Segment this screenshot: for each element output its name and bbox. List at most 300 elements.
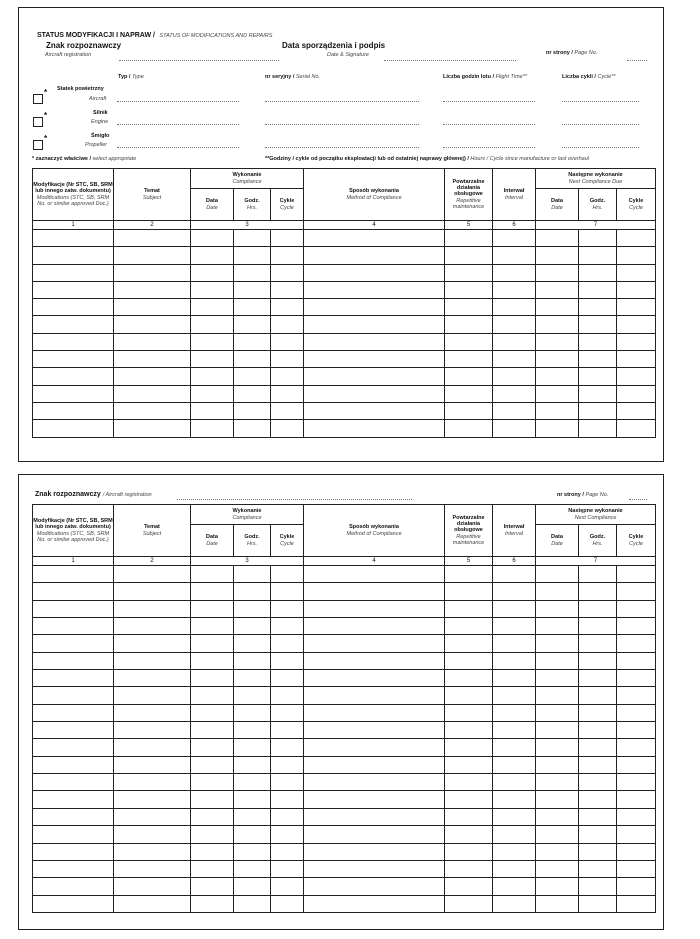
table-cell[interactable]	[617, 670, 656, 687]
table-cell[interactable]	[445, 808, 493, 825]
table-cell[interactable]	[271, 281, 304, 298]
table-cell[interactable]	[536, 808, 579, 825]
table-cell[interactable]	[493, 878, 536, 895]
table-cell[interactable]	[191, 351, 234, 368]
table-cell[interactable]	[191, 843, 234, 860]
table-cell[interactable]	[304, 878, 445, 895]
table-cell[interactable]	[271, 351, 304, 368]
table-cell[interactable]	[536, 402, 579, 419]
table-cell[interactable]	[617, 756, 656, 773]
table-cell[interactable]	[33, 704, 114, 721]
table-cell[interactable]	[33, 774, 114, 791]
table-cell[interactable]	[304, 618, 445, 635]
table-cell[interactable]	[33, 230, 114, 247]
table-cell[interactable]	[234, 808, 271, 825]
table-cell[interactable]	[33, 652, 114, 669]
table-cell[interactable]	[271, 687, 304, 704]
page-no-field[interactable]	[629, 499, 647, 500]
table-cell[interactable]	[271, 420, 304, 437]
table-cell[interactable]	[445, 368, 493, 385]
table-cell[interactable]	[579, 774, 617, 791]
table-cell[interactable]	[445, 583, 493, 600]
table-cell[interactable]	[114, 566, 191, 583]
table-cell[interactable]	[191, 402, 234, 419]
table-cell[interactable]	[271, 722, 304, 739]
table-cell[interactable]	[579, 600, 617, 617]
table-cell[interactable]	[579, 791, 617, 808]
table-cell[interactable]	[445, 791, 493, 808]
table-cell[interactable]	[493, 351, 536, 368]
table-cell[interactable]	[271, 860, 304, 877]
propeller-checkbox[interactable]	[33, 140, 43, 150]
table-cell[interactable]	[536, 635, 579, 652]
aircraft-hours-field[interactable]	[443, 101, 535, 102]
table-cell[interactable]	[271, 652, 304, 669]
table-cell[interactable]	[445, 652, 493, 669]
table-cell[interactable]	[493, 722, 536, 739]
table-cell[interactable]	[234, 583, 271, 600]
table-cell[interactable]	[271, 600, 304, 617]
table-cell[interactable]	[445, 843, 493, 860]
table-cell[interactable]	[234, 281, 271, 298]
propeller-hours-field[interactable]	[443, 147, 535, 148]
table-cell[interactable]	[493, 670, 536, 687]
table-cell[interactable]	[617, 895, 656, 912]
registration-field[interactable]	[119, 60, 279, 61]
table-cell[interactable]	[234, 566, 271, 583]
table-cell[interactable]	[33, 670, 114, 687]
table-cell[interactable]	[114, 583, 191, 600]
table-cell[interactable]	[579, 299, 617, 316]
table-cell[interactable]	[33, 264, 114, 281]
table-cell[interactable]	[33, 808, 114, 825]
table-cell[interactable]	[445, 402, 493, 419]
table-cell[interactable]	[234, 618, 271, 635]
table-cell[interactable]	[536, 895, 579, 912]
engine-cycles-field[interactable]	[562, 124, 639, 125]
table-cell[interactable]	[579, 368, 617, 385]
table-cell[interactable]	[445, 351, 493, 368]
table-cell[interactable]	[304, 351, 445, 368]
table-cell[interactable]	[114, 333, 191, 350]
table-cell[interactable]	[536, 566, 579, 583]
table-cell[interactable]	[271, 230, 304, 247]
table-cell[interactable]	[191, 739, 234, 756]
table-cell[interactable]	[617, 368, 656, 385]
table-cell[interactable]	[304, 756, 445, 773]
table-cell[interactable]	[114, 385, 191, 402]
table-cell[interactable]	[114, 895, 191, 912]
table-cell[interactable]	[579, 583, 617, 600]
table-cell[interactable]	[579, 722, 617, 739]
table-cell[interactable]	[33, 618, 114, 635]
table-cell[interactable]	[579, 618, 617, 635]
table-cell[interactable]	[271, 826, 304, 843]
table-cell[interactable]	[304, 600, 445, 617]
table-cell[interactable]	[114, 670, 191, 687]
table-cell[interactable]	[234, 774, 271, 791]
table-cell[interactable]	[493, 583, 536, 600]
table-cell[interactable]	[445, 316, 493, 333]
table-cell[interactable]	[271, 618, 304, 635]
table-cell[interactable]	[114, 843, 191, 860]
table-cell[interactable]	[33, 791, 114, 808]
table-cell[interactable]	[191, 247, 234, 264]
table-cell[interactable]	[445, 722, 493, 739]
table-cell[interactable]	[191, 566, 234, 583]
table-cell[interactable]	[493, 368, 536, 385]
table-cell[interactable]	[617, 652, 656, 669]
table-cell[interactable]	[617, 247, 656, 264]
table-cell[interactable]	[579, 670, 617, 687]
table-cell[interactable]	[114, 652, 191, 669]
table-cell[interactable]	[114, 635, 191, 652]
table-cell[interactable]	[234, 895, 271, 912]
table-cell[interactable]	[33, 600, 114, 617]
table-cell[interactable]	[493, 895, 536, 912]
table-cell[interactable]	[271, 385, 304, 402]
table-cell[interactable]	[493, 739, 536, 756]
table-cell[interactable]	[445, 860, 493, 877]
table-cell[interactable]	[579, 264, 617, 281]
table-cell[interactable]	[617, 791, 656, 808]
table-cell[interactable]	[445, 566, 493, 583]
table-cell[interactable]	[579, 230, 617, 247]
table-cell[interactable]	[617, 402, 656, 419]
engine-type-field[interactable]	[117, 124, 239, 125]
table-cell[interactable]	[271, 402, 304, 419]
table-cell[interactable]	[304, 385, 445, 402]
engine-checkbox[interactable]	[33, 117, 43, 127]
table-cell[interactable]	[493, 652, 536, 669]
table-cell[interactable]	[191, 687, 234, 704]
table-cell[interactable]	[234, 402, 271, 419]
table-cell[interactable]	[617, 808, 656, 825]
table-cell[interactable]	[445, 670, 493, 687]
table-cell[interactable]	[617, 618, 656, 635]
table-cell[interactable]	[304, 333, 445, 350]
table-cell[interactable]	[33, 566, 114, 583]
table-cell[interactable]	[114, 368, 191, 385]
table-cell[interactable]	[114, 299, 191, 316]
table-cell[interactable]	[304, 791, 445, 808]
table-cell[interactable]	[617, 281, 656, 298]
table-cell[interactable]	[536, 756, 579, 773]
table-cell[interactable]	[536, 316, 579, 333]
table-cell[interactable]	[114, 316, 191, 333]
table-cell[interactable]	[536, 860, 579, 877]
table-cell[interactable]	[445, 878, 493, 895]
table-cell[interactable]	[114, 247, 191, 264]
table-cell[interactable]	[33, 351, 114, 368]
table-cell[interactable]	[579, 635, 617, 652]
table-cell[interactable]	[617, 385, 656, 402]
table-cell[interactable]	[493, 247, 536, 264]
table-cell[interactable]	[493, 420, 536, 437]
table-cell[interactable]	[33, 687, 114, 704]
table-cell[interactable]	[617, 843, 656, 860]
table-cell[interactable]	[114, 281, 191, 298]
table-cell[interactable]	[33, 895, 114, 912]
table-cell[interactable]	[304, 652, 445, 669]
table-cell[interactable]	[304, 808, 445, 825]
table-cell[interactable]	[493, 618, 536, 635]
table-cell[interactable]	[234, 351, 271, 368]
table-cell[interactable]	[234, 843, 271, 860]
propeller-cycles-field[interactable]	[562, 147, 639, 148]
table-cell[interactable]	[579, 281, 617, 298]
table-cell[interactable]	[234, 333, 271, 350]
aircraft-type-field[interactable]	[117, 101, 239, 102]
table-cell[interactable]	[271, 299, 304, 316]
table-cell[interactable]	[617, 230, 656, 247]
table-cell[interactable]	[579, 420, 617, 437]
table-cell[interactable]	[271, 704, 304, 721]
table-cell[interactable]	[445, 333, 493, 350]
table-cell[interactable]	[445, 687, 493, 704]
propeller-type-field[interactable]	[117, 147, 239, 148]
table-cell[interactable]	[191, 791, 234, 808]
table-cell[interactable]	[271, 566, 304, 583]
table-cell[interactable]	[536, 281, 579, 298]
table-cell[interactable]	[234, 368, 271, 385]
table-cell[interactable]	[617, 316, 656, 333]
table-cell[interactable]	[536, 351, 579, 368]
table-cell[interactable]	[234, 878, 271, 895]
table-cell[interactable]	[304, 670, 445, 687]
table-cell[interactable]	[191, 281, 234, 298]
table-cell[interactable]	[536, 368, 579, 385]
table-cell[interactable]	[445, 281, 493, 298]
table-cell[interactable]	[579, 566, 617, 583]
table-cell[interactable]	[493, 600, 536, 617]
table-cell[interactable]	[579, 385, 617, 402]
table-cell[interactable]	[493, 756, 536, 773]
table-cell[interactable]	[445, 895, 493, 912]
table-cell[interactable]	[114, 808, 191, 825]
table-cell[interactable]	[114, 739, 191, 756]
table-cell[interactable]	[579, 704, 617, 721]
table-cell[interactable]	[536, 774, 579, 791]
table-cell[interactable]	[191, 230, 234, 247]
table-cell[interactable]	[234, 687, 271, 704]
table-cell[interactable]	[536, 687, 579, 704]
table-cell[interactable]	[304, 583, 445, 600]
table-cell[interactable]	[191, 826, 234, 843]
table-cell[interactable]	[304, 687, 445, 704]
table-cell[interactable]	[536, 264, 579, 281]
table-cell[interactable]	[114, 230, 191, 247]
table-cell[interactable]	[191, 618, 234, 635]
table-cell[interactable]	[234, 791, 271, 808]
table-cell[interactable]	[304, 843, 445, 860]
table-cell[interactable]	[191, 878, 234, 895]
table-cell[interactable]	[579, 247, 617, 264]
table-cell[interactable]	[579, 826, 617, 843]
table-cell[interactable]	[304, 774, 445, 791]
table-cell[interactable]	[536, 652, 579, 669]
engine-serial-field[interactable]	[265, 124, 419, 125]
table-cell[interactable]	[114, 402, 191, 419]
table-cell[interactable]	[445, 299, 493, 316]
aircraft-checkbox[interactable]	[33, 94, 43, 104]
table-cell[interactable]	[33, 583, 114, 600]
table-cell[interactable]	[271, 808, 304, 825]
table-cell[interactable]	[304, 739, 445, 756]
table-cell[interactable]	[114, 600, 191, 617]
table-cell[interactable]	[304, 230, 445, 247]
table-cell[interactable]	[234, 704, 271, 721]
table-cell[interactable]	[304, 316, 445, 333]
table-cell[interactable]	[536, 722, 579, 739]
table-cell[interactable]	[579, 652, 617, 669]
table-cell[interactable]	[304, 402, 445, 419]
table-cell[interactable]	[271, 264, 304, 281]
table-cell[interactable]	[493, 826, 536, 843]
table-cell[interactable]	[191, 583, 234, 600]
table-cell[interactable]	[114, 722, 191, 739]
table-cell[interactable]	[234, 420, 271, 437]
table-cell[interactable]	[579, 895, 617, 912]
table-cell[interactable]	[191, 368, 234, 385]
table-cell[interactable]	[445, 704, 493, 721]
table-cell[interactable]	[114, 618, 191, 635]
table-cell[interactable]	[304, 895, 445, 912]
table-cell[interactable]	[579, 316, 617, 333]
table-cell[interactable]	[191, 860, 234, 877]
table-cell[interactable]	[234, 247, 271, 264]
table-cell[interactable]	[191, 333, 234, 350]
table-cell[interactable]	[191, 420, 234, 437]
table-cell[interactable]	[493, 843, 536, 860]
propeller-serial-field[interactable]	[265, 147, 419, 148]
table-cell[interactable]	[617, 583, 656, 600]
table-cell[interactable]	[114, 264, 191, 281]
table-cell[interactable]	[33, 385, 114, 402]
table-cell[interactable]	[579, 878, 617, 895]
table-cell[interactable]	[617, 826, 656, 843]
table-cell[interactable]	[493, 281, 536, 298]
table-cell[interactable]	[271, 843, 304, 860]
table-cell[interactable]	[114, 351, 191, 368]
table-cell[interactable]	[445, 264, 493, 281]
table-cell[interactable]	[493, 385, 536, 402]
table-cell[interactable]	[114, 878, 191, 895]
table-cell[interactable]	[33, 878, 114, 895]
table-cell[interactable]	[271, 791, 304, 808]
table-cell[interactable]	[536, 878, 579, 895]
table-cell[interactable]	[579, 351, 617, 368]
table-cell[interactable]	[114, 860, 191, 877]
table-cell[interactable]	[191, 722, 234, 739]
table-cell[interactable]	[493, 687, 536, 704]
table-cell[interactable]	[579, 756, 617, 773]
table-cell[interactable]	[617, 351, 656, 368]
table-cell[interactable]	[536, 247, 579, 264]
table-cell[interactable]	[191, 316, 234, 333]
table-cell[interactable]	[445, 826, 493, 843]
table-cell[interactable]	[617, 860, 656, 877]
table-cell[interactable]	[493, 264, 536, 281]
table-cell[interactable]	[234, 670, 271, 687]
table-cell[interactable]	[33, 756, 114, 773]
table-cell[interactable]	[617, 264, 656, 281]
table-cell[interactable]	[536, 670, 579, 687]
table-cell[interactable]	[493, 333, 536, 350]
table-cell[interactable]	[493, 704, 536, 721]
table-cell[interactable]	[271, 756, 304, 773]
table-cell[interactable]	[33, 299, 114, 316]
table-cell[interactable]	[493, 316, 536, 333]
table-cell[interactable]	[445, 385, 493, 402]
table-cell[interactable]	[191, 670, 234, 687]
table-cell[interactable]	[271, 247, 304, 264]
table-cell[interactable]	[304, 566, 445, 583]
table-cell[interactable]	[536, 843, 579, 860]
engine-hours-field[interactable]	[443, 124, 535, 125]
table-cell[interactable]	[579, 739, 617, 756]
table-cell[interactable]	[536, 739, 579, 756]
table-cell[interactable]	[33, 247, 114, 264]
table-cell[interactable]	[493, 402, 536, 419]
table-cell[interactable]	[617, 687, 656, 704]
table-cell[interactable]	[445, 230, 493, 247]
date-signature-field[interactable]	[384, 60, 516, 61]
table-cell[interactable]	[234, 600, 271, 617]
table-cell[interactable]	[493, 808, 536, 825]
table-cell[interactable]	[271, 670, 304, 687]
table-cell[interactable]	[304, 826, 445, 843]
table-cell[interactable]	[234, 722, 271, 739]
table-cell[interactable]	[445, 756, 493, 773]
table-cell[interactable]	[114, 756, 191, 773]
table-cell[interactable]	[33, 843, 114, 860]
table-cell[interactable]	[234, 385, 271, 402]
table-cell[interactable]	[617, 635, 656, 652]
table-cell[interactable]	[304, 299, 445, 316]
table-cell[interactable]	[191, 299, 234, 316]
table-cell[interactable]	[191, 635, 234, 652]
table-cell[interactable]	[536, 230, 579, 247]
table-cell[interactable]	[493, 230, 536, 247]
table-cell[interactable]	[579, 808, 617, 825]
table-cell[interactable]	[114, 420, 191, 437]
table-cell[interactable]	[304, 860, 445, 877]
table-cell[interactable]	[304, 722, 445, 739]
table-cell[interactable]	[234, 826, 271, 843]
table-cell[interactable]	[493, 635, 536, 652]
table-cell[interactable]	[617, 774, 656, 791]
table-cell[interactable]	[304, 420, 445, 437]
table-cell[interactable]	[493, 774, 536, 791]
table-cell[interactable]	[271, 895, 304, 912]
table-cell[interactable]	[493, 791, 536, 808]
table-cell[interactable]	[234, 264, 271, 281]
table-cell[interactable]	[114, 704, 191, 721]
table-cell[interactable]	[191, 264, 234, 281]
table-cell[interactable]	[33, 420, 114, 437]
table-cell[interactable]	[33, 860, 114, 877]
table-cell[interactable]	[271, 583, 304, 600]
table-cell[interactable]	[33, 739, 114, 756]
table-cell[interactable]	[234, 652, 271, 669]
table-cell[interactable]	[114, 826, 191, 843]
registration-field[interactable]	[177, 499, 412, 500]
table-cell[interactable]	[191, 600, 234, 617]
table-cell[interactable]	[114, 791, 191, 808]
table-cell[interactable]	[536, 704, 579, 721]
table-cell[interactable]	[191, 756, 234, 773]
